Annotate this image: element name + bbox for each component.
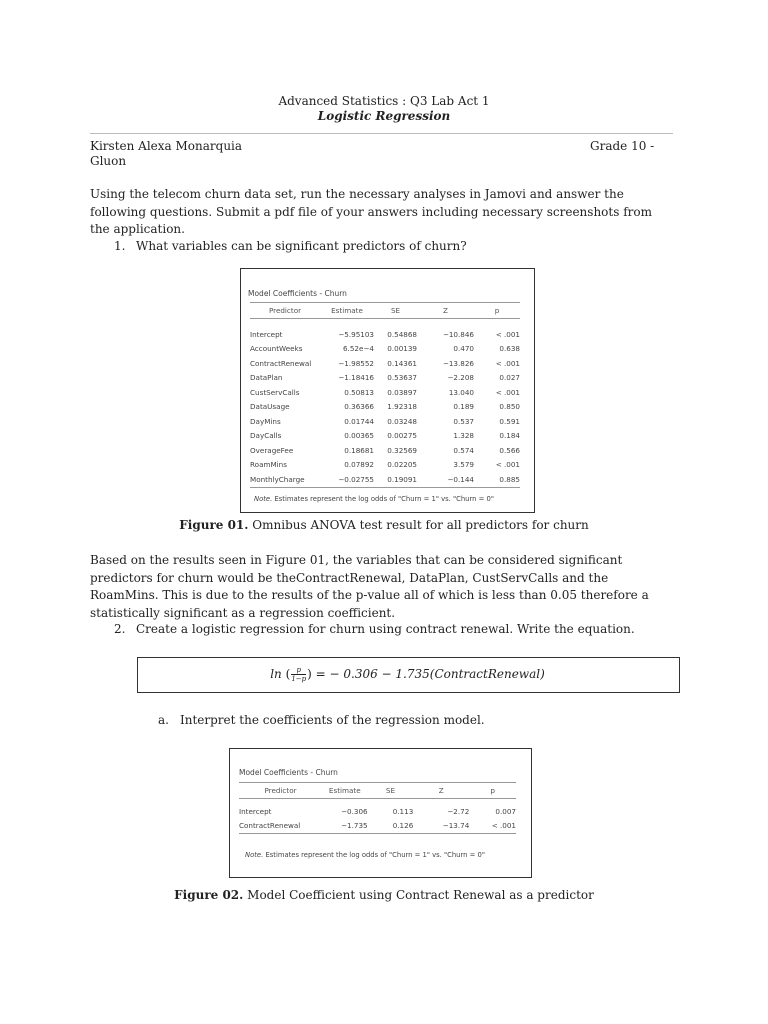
table-cell: 0.113 <box>392 806 414 816</box>
table-cell: AccountWeeks <box>250 344 303 354</box>
table-cell: 0.007 <box>495 806 516 816</box>
table-cell: −13.74 <box>413 819 469 834</box>
table-cell: < .001 <box>469 819 516 834</box>
table-cell: 13.040 <box>448 387 474 397</box>
table-cell: OverageFee <box>250 445 294 455</box>
table-cell: ContractRenewal <box>239 819 322 834</box>
author-section: Gluon <box>90 154 127 168</box>
column-header: SE <box>368 783 414 799</box>
table-cell: 0.03897 <box>387 387 417 397</box>
table-cell: 0.53637 <box>387 373 417 383</box>
table-cell: 0.02205 <box>387 460 417 470</box>
table-cell: 0.537 <box>453 416 474 426</box>
table-cell: −0.306 <box>341 806 368 816</box>
intro-paragraph: Using the telecom churn data set, run the necessary analyses in Jamovi and answer the following questions. Submit a pdf file of your answers including necessary screenshots from the application. <box>90 187 652 236</box>
figure-2-table-title: Model Coefficients - Churn <box>239 768 338 777</box>
question-2 <box>114 622 635 636</box>
table-cell: 3.579 <box>453 460 474 470</box>
column-header: Z <box>413 783 469 799</box>
table-row <box>250 429 520 444</box>
table-cell: Intercept <box>239 806 272 816</box>
table-cell: < .001 <box>495 460 520 470</box>
figure-2-caption-text: Model Coefficient using Contract Renewal as a predictor <box>247 888 594 902</box>
fraction-numerator: p <box>291 666 306 675</box>
figure-2-caption <box>0 888 768 902</box>
table-cell: 0.36366 <box>344 402 374 412</box>
table-cell: CustServCalls <box>250 387 300 397</box>
column-header: Estimate <box>320 303 374 319</box>
figure-1-caption-label: Figure 01. <box>179 518 249 532</box>
document-title: Advanced Statistics : Q3 Lab Act 1 <box>278 94 490 108</box>
table-cell: 0.50813 <box>344 387 374 397</box>
table-cell: 0.027 <box>499 373 520 383</box>
table-row <box>250 414 520 429</box>
figure-1-table-note <box>254 494 524 504</box>
question-1 <box>114 239 467 253</box>
table-cell: 0.03248 <box>387 416 417 426</box>
table-cell: 0.14361 <box>387 358 417 368</box>
table-cell: ContractRenewal <box>250 358 312 368</box>
table-row <box>239 819 516 834</box>
fraction-denominator: 1−p <box>291 675 307 683</box>
table-cell: 0.850 <box>499 402 520 412</box>
table-cell: 0.638 <box>499 344 520 354</box>
author-name: Kirsten Alexa Monarquia <box>90 139 243 153</box>
figure-1-table-image <box>240 268 535 513</box>
table-cell: MonthlyCharge <box>250 472 320 487</box>
table-cell: 0.19091 <box>374 472 417 487</box>
table-cell: −13.826 <box>442 358 474 368</box>
table-cell: 1.328 <box>453 431 474 441</box>
note-label: Note. <box>245 851 264 859</box>
table-row <box>239 804 516 819</box>
table-cell: < .001 <box>495 387 520 397</box>
question-2-text: Create a logistic regression for churn using contract renewal. Write the equation. <box>136 622 635 636</box>
table-cell: 0.574 <box>453 445 474 455</box>
table-cell: DayCalls <box>250 431 282 441</box>
table-cell: 0.32569 <box>387 445 417 455</box>
table-cell: −10.846 <box>442 329 474 339</box>
table-row <box>250 342 520 357</box>
table-cell: 0.885 <box>474 472 520 487</box>
document-subtitle: Logistic Regression <box>317 109 451 123</box>
table-cell: −2.208 <box>447 373 474 383</box>
table-cell: 0.189 <box>453 402 474 412</box>
table-header-row <box>250 303 520 319</box>
table-cell: 0.18681 <box>344 445 374 455</box>
table-cell: 0.184 <box>499 431 520 441</box>
equation-rhs: = − 0.306 − 1.735(ContractRenewal) <box>315 667 545 681</box>
table-cell: −0.144 <box>417 472 474 487</box>
table-cell: −5.95103 <box>338 329 374 339</box>
grade-label: Grade 10 - <box>590 139 655 153</box>
figure-2-coefficients-table <box>239 782 516 834</box>
header-divider <box>90 133 673 134</box>
column-header: Predictor <box>239 783 322 799</box>
figure-2-caption-label: Figure 02. <box>174 888 244 902</box>
table-cell: 6.52e−4 <box>342 344 374 354</box>
table-cell: DataPlan <box>250 373 283 383</box>
table-cell: DayMins <box>250 416 281 426</box>
table-row <box>250 472 520 487</box>
table-row <box>250 400 520 415</box>
table-header-row <box>239 783 516 799</box>
column-header: Predictor <box>250 303 320 319</box>
column-header: p <box>474 303 520 319</box>
column-header: Estimate <box>322 783 368 799</box>
table-cell: −1.18416 <box>338 373 374 383</box>
table-cell: 0.01744 <box>344 416 374 426</box>
table-cell: 0.126 <box>368 819 414 834</box>
table-cell: 0.591 <box>499 416 520 426</box>
note-text: Estimates represent the log odds of "Churn = 1" vs. "Churn = 0" <box>274 495 494 503</box>
table-row <box>250 327 520 342</box>
table-cell: −2.72 <box>447 806 470 816</box>
table-cell: −1.735 <box>322 819 368 834</box>
question-1-number: 1. <box>114 239 126 253</box>
table-row <box>250 458 520 473</box>
column-header: p <box>469 783 516 799</box>
column-header: Z <box>417 303 474 319</box>
regression-equation: ln ( $\frac{p}{1-p}$ ) = − 0.306 − 1.735(ContractRenewal) <box>270 666 545 683</box>
table-cell: −1.98552 <box>338 358 374 368</box>
table-cell: 0.566 <box>499 445 520 455</box>
question-2a-number: a. <box>158 713 169 727</box>
table-cell: 0.00365 <box>344 431 374 441</box>
column-header: SE <box>374 303 417 319</box>
table-cell: < .001 <box>495 358 520 368</box>
table-cell: < .001 <box>495 329 520 339</box>
table-row <box>250 385 520 400</box>
table-cell: 0.470 <box>453 344 474 354</box>
figure-1-caption <box>0 518 768 532</box>
question-2a <box>158 713 485 727</box>
table-cell: 0.54868 <box>387 329 417 339</box>
equation-fraction <box>291 666 306 683</box>
figure-1-coefficients-table <box>250 302 520 488</box>
note-text: Estimates represent the log odds of "Churn = 1" vs. "Churn = 0" <box>265 851 485 859</box>
table-cell: −0.02755 <box>320 472 374 487</box>
table-row <box>250 371 520 386</box>
table-cell: RoamMins <box>250 460 287 470</box>
table-cell: 0.00275 <box>387 431 417 441</box>
question-2a-text: Interpret the coefficients of the regression model. <box>180 713 485 727</box>
note-label: Note. <box>254 495 273 503</box>
table-cell: 0.00139 <box>387 344 417 354</box>
figure-2-table-note <box>245 850 520 860</box>
table-cell: DataUsage <box>250 402 290 412</box>
figure-1-caption-text: Omnibus ANOVA test result for all predictors for churn <box>252 518 589 532</box>
table-cell: 1.92318 <box>387 402 417 412</box>
question-2-number: 2. <box>114 622 126 636</box>
figure-1-table-title: Model Coefficients - Churn <box>248 289 347 298</box>
figure-2-table-image <box>229 748 532 878</box>
table-cell: Intercept <box>250 329 283 339</box>
table-row <box>250 443 520 458</box>
table-row <box>250 356 520 371</box>
table-cell: 0.07892 <box>344 460 374 470</box>
answer-1-paragraph: Based on the results seen in Figure 01, the variables that can be considered significant predictors for churn would be theContractRenewal, DataPlan, CustServCalls and the RoamMins. This is due to the results of the p-value all of which is less than 0.05 therefore a statistically significant as a regression coefficient. <box>90 553 649 620</box>
question-1-text: What variables can be significant predictors of churn? <box>136 239 467 253</box>
equation-ln: ln <box>270 667 282 681</box>
